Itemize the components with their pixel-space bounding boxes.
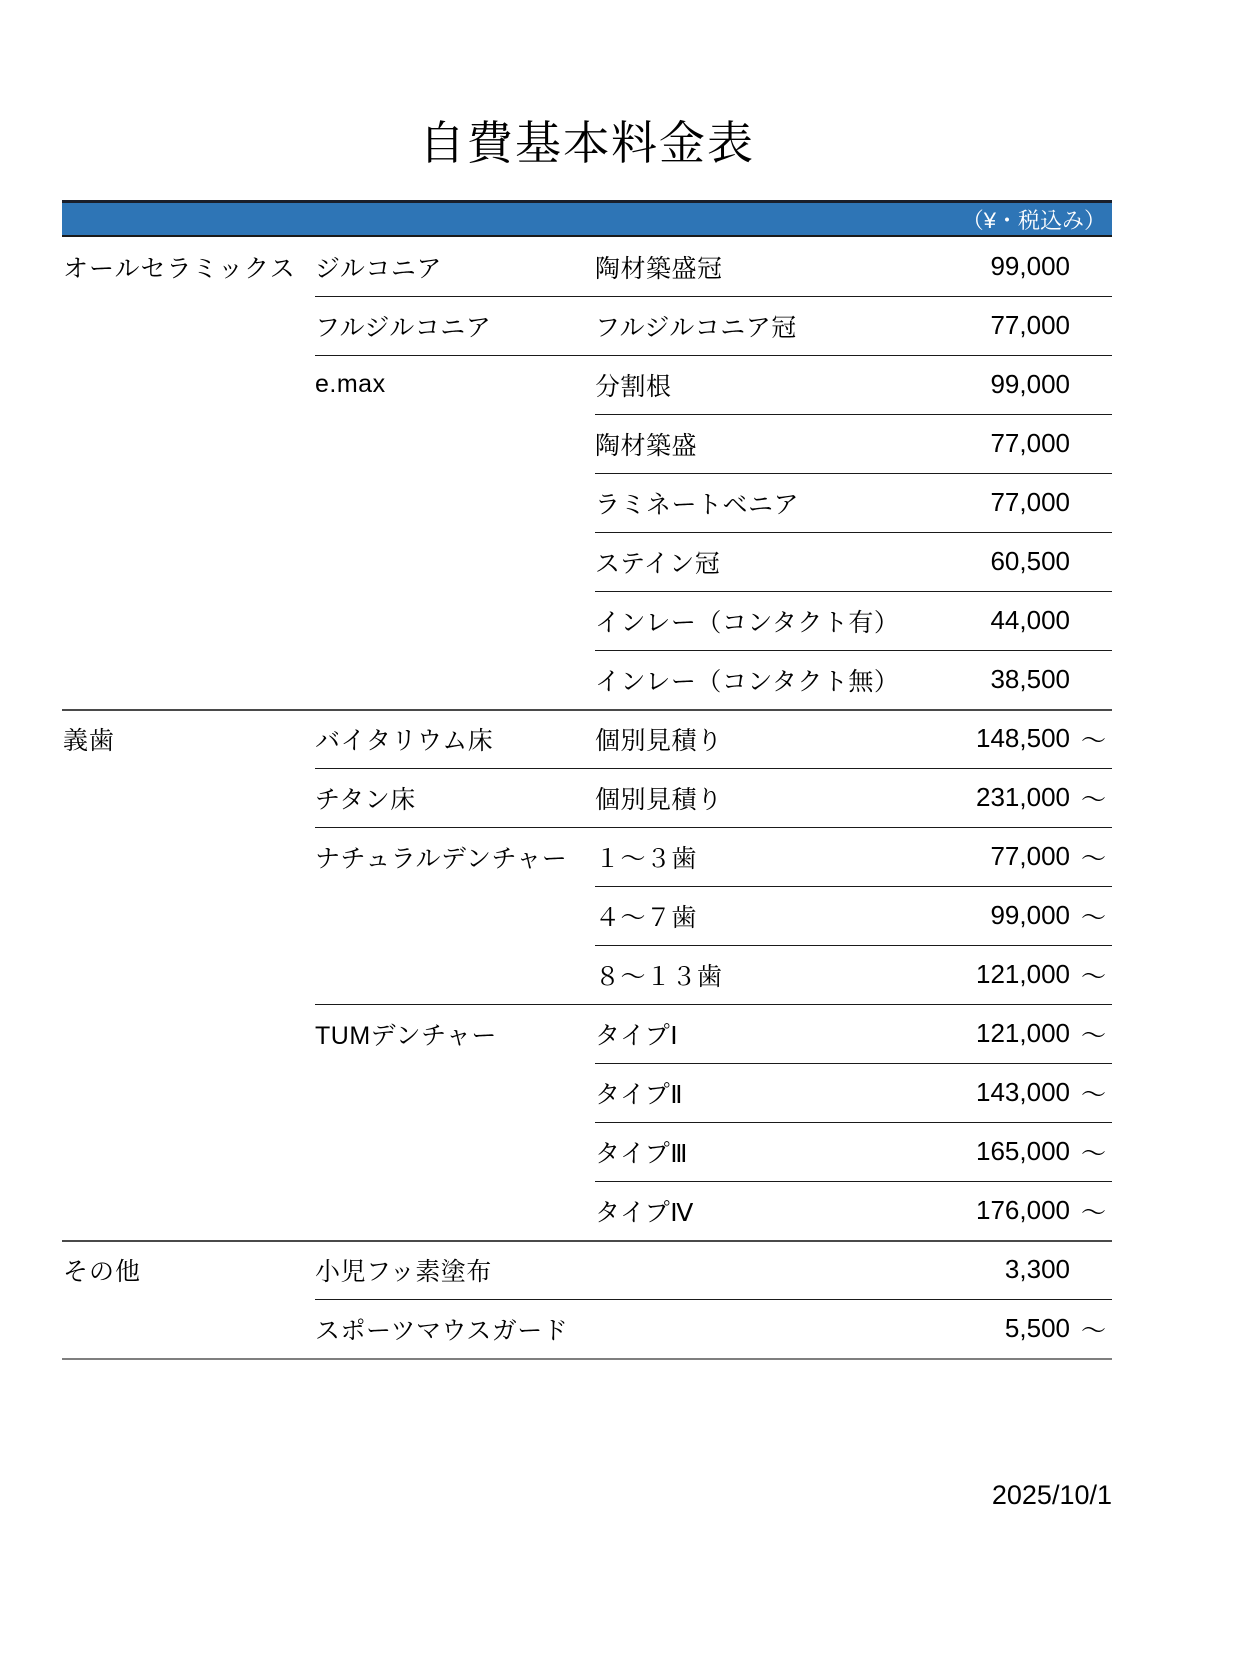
cell-price: 77,000 [990, 841, 1070, 871]
table-header-bar [62, 200, 1112, 237]
cell-tilde: ～ [1081, 903, 1107, 932]
cell-item: インレー（コンタクト無） [595, 667, 900, 696]
cell-price: 77,000 [990, 487, 1070, 517]
table-row [62, 650, 1112, 709]
cell-category: その他 [63, 1257, 142, 1286]
tax-included-label: （¥・税込み） [961, 207, 1106, 233]
cell-item: タイプⅡ [595, 1080, 684, 1109]
cell-item: タイプⅢ [595, 1139, 688, 1168]
cell-price: 77,000 [990, 428, 1070, 458]
row-divider [595, 886, 1112, 887]
table-row [62, 709, 1112, 768]
cell-tilde: ～ [1081, 1080, 1107, 1109]
row-divider [595, 1063, 1112, 1064]
cell-price: 44,000 [990, 605, 1070, 635]
cell-tilde: ～ [1081, 962, 1107, 991]
cell-price: 3,300 [1004, 1254, 1070, 1284]
row-divider [595, 414, 1112, 415]
row-divider [315, 355, 1112, 356]
cell-item: 個別見積り [595, 726, 723, 755]
cell-price: 38,500 [990, 664, 1070, 694]
cell-tilde: ～ [1081, 785, 1107, 814]
cell-item: ラミネートベニア [595, 490, 800, 519]
cell-price: 77,000 [990, 310, 1070, 340]
cell-material: 小児フッ素塗布 [315, 1257, 492, 1286]
table-row [62, 886, 1112, 945]
cell-tilde: ～ [1081, 1139, 1107, 1168]
cell-material: バイタリウム床 [315, 726, 494, 755]
cell-item: ８～１３歯 [595, 962, 723, 991]
cell-price: 121,000 [976, 1018, 1070, 1048]
cell-item: １～３歯 [595, 844, 698, 873]
table-row [62, 473, 1112, 532]
table-row [62, 591, 1112, 650]
cell-tilde: ～ [1081, 1198, 1107, 1227]
row-divider [595, 1122, 1112, 1123]
row-divider [595, 945, 1112, 946]
cell-item: タイプⅠ [595, 1021, 679, 1050]
cell-tilde: ～ [1081, 1021, 1107, 1050]
cell-material: ナチュラルデンチャー [315, 844, 568, 873]
table-row [62, 1181, 1112, 1240]
row-divider [315, 1004, 1112, 1005]
cell-material: スポーツマウスガード [315, 1316, 569, 1345]
cell-category: オールセラミックス [63, 254, 296, 283]
cell-item: ４～７歯 [595, 903, 698, 932]
cell-tilde: ～ [1081, 1316, 1107, 1345]
row-divider [315, 1299, 1112, 1300]
cell-tilde: ～ [1081, 726, 1107, 755]
cell-material: e.max [315, 370, 386, 398]
cell-material: ジルコニア [315, 254, 442, 283]
table-row [62, 1240, 1112, 1299]
row-divider [595, 591, 1112, 592]
cell-price: 99,000 [990, 251, 1070, 281]
cell-price: 60,500 [990, 546, 1070, 576]
cell-price: 148,500 [976, 723, 1070, 753]
table-row [62, 1063, 1112, 1122]
cell-price: 99,000 [990, 900, 1070, 930]
table-row [62, 1299, 1112, 1358]
cell-material: フルジルコニア [315, 313, 492, 342]
cell-tilde: ～ [1081, 844, 1107, 873]
row-divider [595, 1181, 1112, 1182]
row-divider [315, 296, 1112, 297]
pricing-table [62, 200, 1112, 1360]
table-row [62, 296, 1112, 355]
table-row [62, 1004, 1112, 1063]
table-row [62, 768, 1112, 827]
table-row [62, 945, 1112, 1004]
cell-price: 99,000 [990, 369, 1070, 399]
row-divider [595, 473, 1112, 474]
row-divider [315, 768, 1112, 769]
cell-price: 231,000 [976, 782, 1070, 812]
row-divider [62, 1240, 1112, 1242]
page-title: 自費基本料金表 [419, 116, 755, 169]
row-divider [315, 827, 1112, 828]
cell-item: ステイン冠 [595, 549, 721, 578]
cell-item: 分割根 [595, 372, 672, 401]
cell-price: 165,000 [976, 1136, 1070, 1166]
table-row [62, 827, 1112, 886]
row-divider [62, 709, 1112, 711]
cell-item: 陶材築盛 [595, 431, 698, 460]
cell-price: 143,000 [976, 1077, 1070, 1107]
table-row [62, 532, 1112, 591]
cell-item: インレー（コンタクト有） [595, 608, 900, 637]
table-row [62, 355, 1112, 414]
cell-material: チタン床 [315, 785, 416, 814]
cell-price: 5,500 [1004, 1313, 1070, 1343]
cell-price: 121,000 [976, 959, 1070, 989]
row-divider [595, 532, 1112, 533]
cell-item: 個別見積り [595, 785, 723, 814]
effective-date: 2025/10/1 [991, 1480, 1112, 1510]
cell-material: TUMデンチャー [315, 1021, 497, 1050]
table-row [62, 237, 1112, 296]
cell-price: 176,000 [976, 1195, 1070, 1225]
cell-item: 陶材築盛冠 [595, 254, 723, 283]
row-divider [595, 650, 1112, 651]
table-row [62, 414, 1112, 473]
cell-item: フルジルコニア冠 [595, 313, 797, 342]
cell-item: タイプⅣ [595, 1198, 694, 1227]
table-body [62, 237, 1112, 1358]
table-row [62, 1122, 1112, 1181]
cell-category: 義歯 [63, 726, 116, 755]
